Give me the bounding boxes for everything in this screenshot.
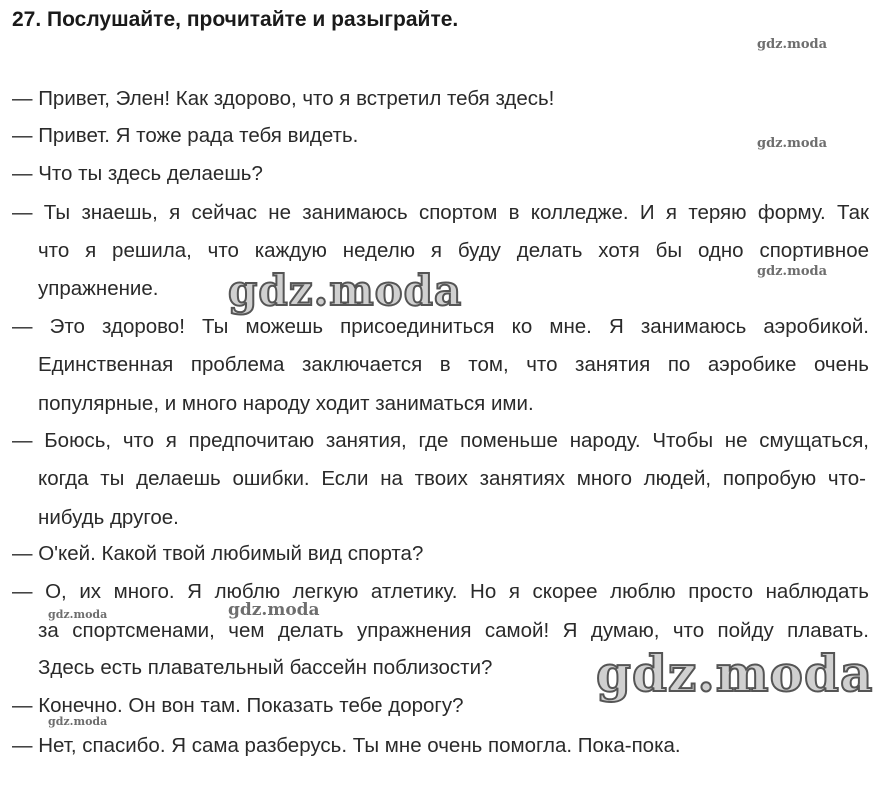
- dialogue-line: когда ты делаешь ошибки. Если на твоих занятиях много людей, попробую что-: [38, 467, 866, 490]
- dialogue-line: популярные, и много народу ходит заниматься ими.: [38, 392, 534, 415]
- dialogue-line: что я решила, что каждую неделю я буду делать хотя бы одно спортивное: [38, 239, 869, 262]
- dialogue-line: — Это здорово! Ты можешь присоединиться ко мне. Я занимаюсь аэробикой.: [12, 315, 869, 338]
- watermark-small: gdz.moda: [228, 600, 320, 620]
- dialogue-line: упражнение.: [38, 277, 159, 300]
- dialogue-line: Единственная проблема заключается в том, что занятия по аэробике очень: [38, 353, 869, 376]
- dialogue-line: — О, их много. Я люблю легкую атлетику. Но я скорее люблю просто наблюдать: [12, 580, 869, 603]
- dialogue-line: — Конечно. Он вон там. Показать тебе дорогу?: [12, 694, 464, 717]
- dialogue-line: за спортсменами, чем делать упражнения самой! Я думаю, что пойду плавать.: [38, 619, 869, 642]
- exercise-title: 27. Послушайте, прочитайте и разыграйте.: [12, 8, 459, 31]
- watermark-small: gdz.moda: [757, 37, 828, 52]
- watermark-large: gdz.moda: [596, 644, 874, 703]
- dialogue-line: — Что ты здесь делаешь?: [12, 162, 263, 185]
- watermark-large: gdz.moda: [228, 266, 463, 315]
- watermark-small: gdz.moda: [757, 136, 828, 151]
- dialogue-line: — Боюсь, что я предпочитаю занятия, где поменьше народу. Чтобы не смущаться,: [12, 429, 869, 452]
- dialogue-line: — О'кей. Какой твой любимый вид спорта?: [12, 542, 424, 565]
- watermark-small: gdz.moda: [757, 264, 828, 279]
- dialogue-line: Здесь есть плавательный бассейн поблизости?: [38, 656, 493, 679]
- dialogue-line: — Ты знаешь, я сейчас не занимаюсь спортом в колледже. И я теряю форму. Так: [12, 201, 869, 224]
- watermark-small: gdz.moda: [48, 715, 108, 728]
- dialogue-line: — Привет. Я тоже рада тебя видеть.: [12, 124, 359, 147]
- dialogue-line: — Привет, Элен! Как здорово, что я встретил тебя здесь!: [12, 87, 555, 110]
- dialogue-line: — Нет, спасибо. Я сама разберусь. Ты мне очень помогла. Пока-пока.: [12, 734, 681, 757]
- watermark-small: gdz.moda: [48, 608, 108, 621]
- dialogue-line: нибудь другое.: [38, 506, 179, 529]
